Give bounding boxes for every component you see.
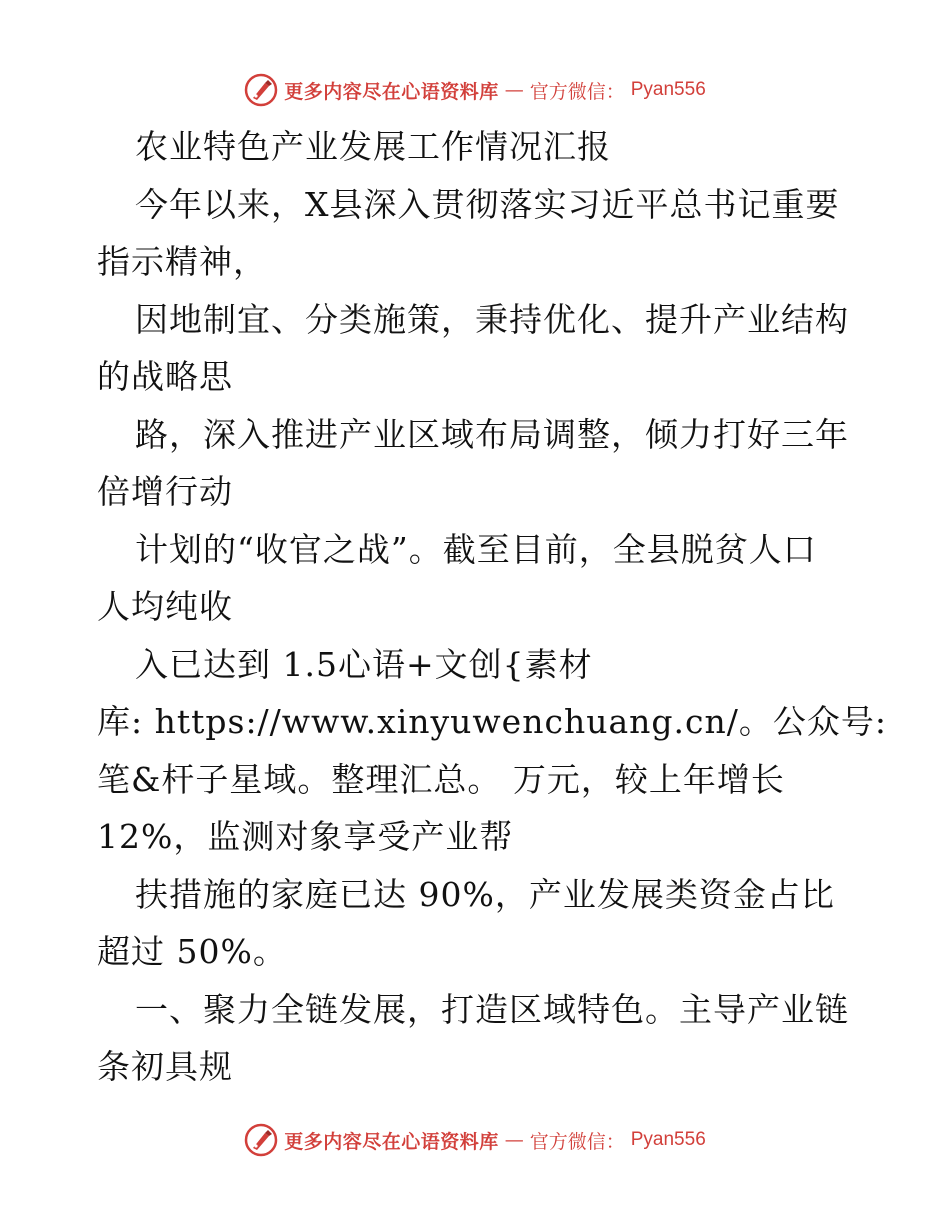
paragraph-line: 人均纯收 [97, 587, 233, 626]
paragraph-line: 入已达到 1.5心语+文创{素材 [135, 644, 593, 684]
banner-wechat-id: Pyan556 [630, 1129, 706, 1150]
pen-nib-logo-icon [244, 1123, 278, 1157]
paragraph-line: 今年以来，X县深入贯彻落实习近平总书记重要 [135, 184, 840, 224]
paragraph-line: 扶措施的家庭已达 90%，产业发展类资金占比 [135, 874, 835, 914]
paragraph-line-url: 库: https://www.xinyuwenchuang.cn/。公众号: [97, 702, 887, 741]
paragraph-line: 因地制宜、分类施策，秉持优化、提升产业结构 [135, 299, 849, 339]
paragraph-line: 的战略思 [97, 357, 233, 396]
banner-wechat-id: Pyan556 [630, 79, 706, 100]
banner-dash: — [504, 79, 524, 101]
paragraph-line: 计划的“收官之战”。截至目前，全县脱贫人口 [135, 529, 817, 569]
paragraph-line: 笔&杆子星域。整理汇总。 万元，较上年增长 [97, 759, 785, 799]
paragraph-line: 指示精神， [97, 242, 267, 281]
document-title: 农业特色产业发展工作情况汇报 [135, 127, 611, 166]
header-watermark-banner [0, 70, 950, 110]
paragraph-line: 超过 50%。 [97, 932, 287, 971]
banner-official-label: 官方微信： [529, 1130, 625, 1153]
banner-brand-text: 更多内容尽在心语资料库 [284, 1130, 499, 1153]
paragraph-line: 倍增行动 [97, 472, 233, 511]
banner-official-label: 官方微信： [529, 80, 625, 103]
document-body [97, 118, 887, 1096]
banner-brand-text: 更多内容尽在心语资料库 [284, 80, 499, 103]
pen-nib-logo-icon [244, 73, 278, 107]
paragraph-line: 条初具规 [97, 1047, 233, 1086]
banner-dash: — [504, 1129, 524, 1151]
paragraph-line: 路，深入推进产业区域布局调整，倾力打好三年 [135, 414, 849, 454]
paragraph-line: 12%，监测对象享受产业帮 [97, 817, 514, 856]
section-heading-line: 一、聚力全链发展，打造区域特色。主导产业链 [135, 989, 849, 1029]
footer-watermark-banner [0, 1120, 950, 1160]
